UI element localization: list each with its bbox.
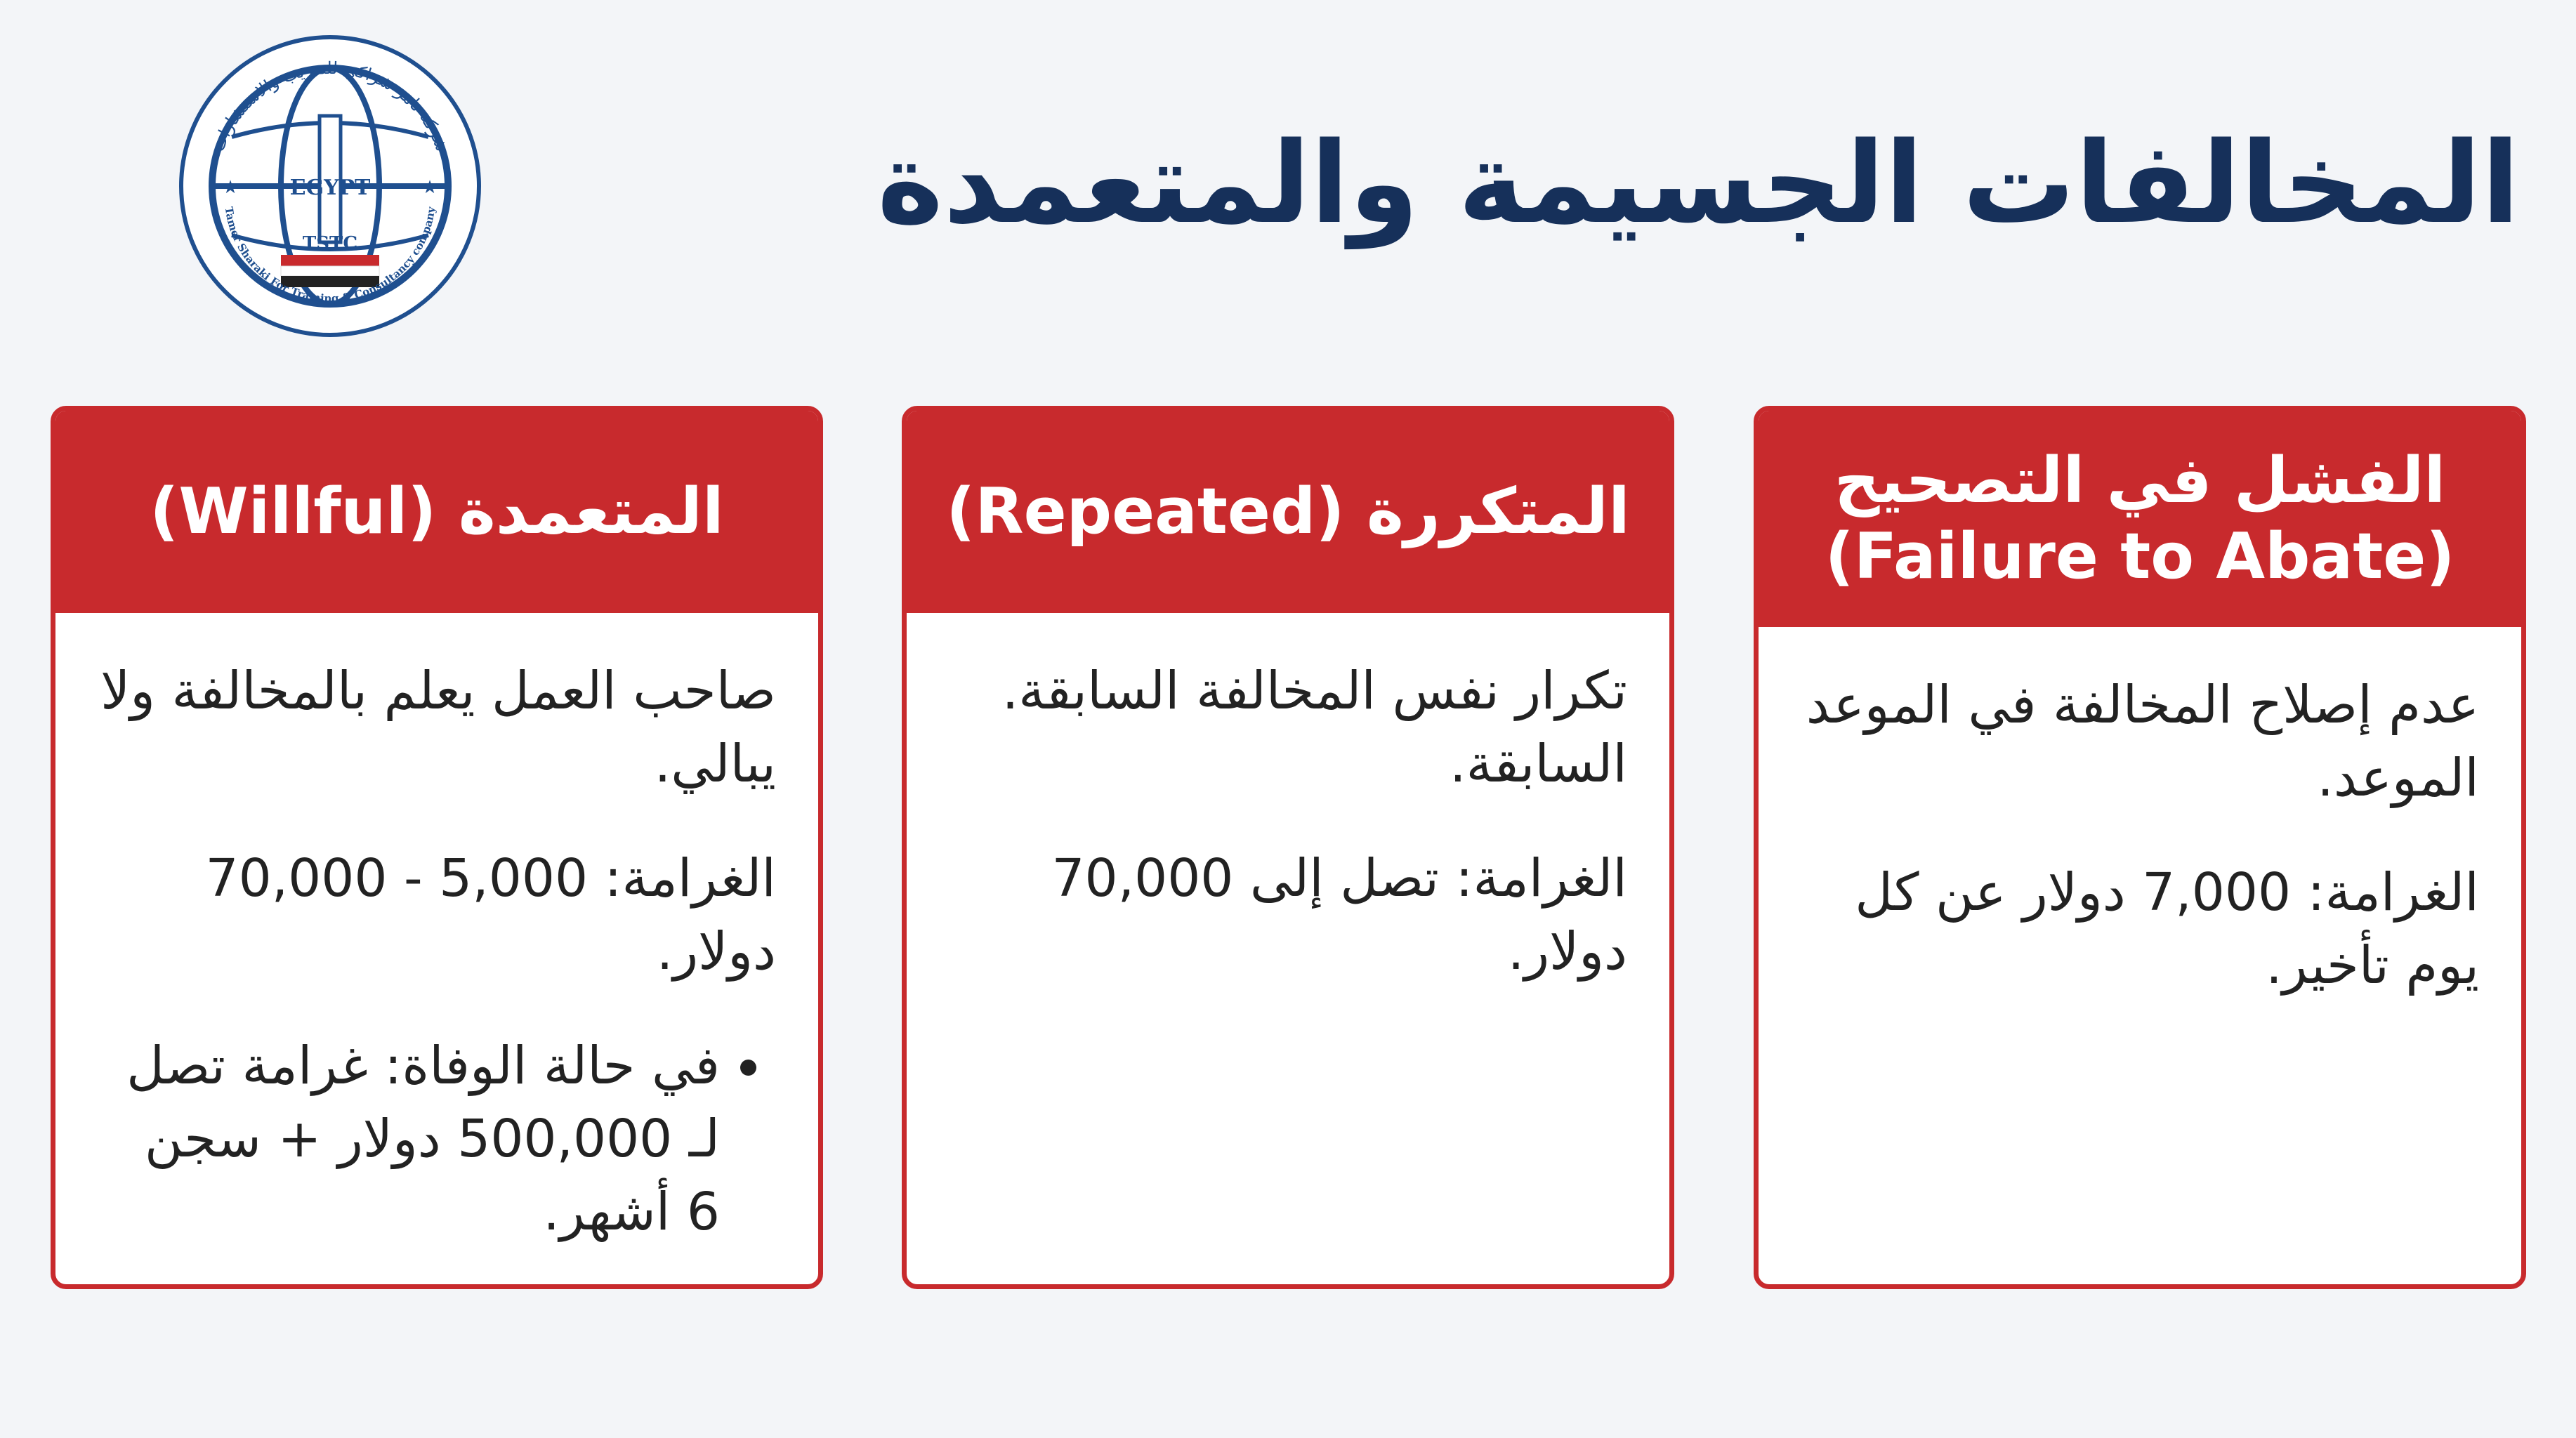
card-description: صاحب العمل يعلم بالمخالفة ولا يبالي. [100, 661, 776, 794]
page-title: المخالفات الجسيمة والمتعمدة [876, 117, 2520, 249]
logo-emblem [176, 32, 485, 341]
card-failure-to-abate [1754, 406, 2526, 1289]
card-header: المتعمدة (Willful) [55, 411, 818, 613]
card-body [907, 613, 1669, 988]
card-fine: الغرامة: 5,000 - 70,000 دولار. [205, 848, 776, 982]
star-icon: ★ [421, 177, 438, 198]
card-fine: الغرامة: تصل إلى 70,000 دولار. [1051, 848, 1627, 982]
card-willful [51, 406, 823, 1289]
card-fine: الغرامة: 7,000 دولار عن كل يوم تأخير. [1855, 862, 2479, 996]
card-bullet-list [98, 1030, 776, 1248]
card-bullet: • في حالة الوفاة: غرامة تصل لـ 500,000 دولار + سجن 6 أشهر. [98, 1030, 720, 1248]
card-header: المتكررة (Repeated) [907, 411, 1669, 613]
card-header: الفشل في التصحيح (Failure to Abate) [1759, 411, 2521, 627]
card-body [1759, 627, 2521, 1002]
card-description: تكرار نفس المخالفة السابقة. السابقة. [1001, 661, 1627, 794]
logo-english-name: Tamer Sharaki For Training & Consultancy company [222, 206, 438, 305]
card-body [55, 613, 818, 1248]
logo-country: EGYPT [289, 176, 371, 200]
logo-arabic-name: شركة تامر شراكي للتدريب والاستشارات [208, 58, 452, 154]
logo-abbreviation: TSTC [302, 233, 358, 254]
company-logo [176, 32, 485, 341]
star-icon: ★ [222, 177, 239, 198]
card-repeated [902, 406, 1674, 1289]
card-description: عدم إصلاح المخالفة في الموعد الموعد. [1806, 675, 2479, 808]
